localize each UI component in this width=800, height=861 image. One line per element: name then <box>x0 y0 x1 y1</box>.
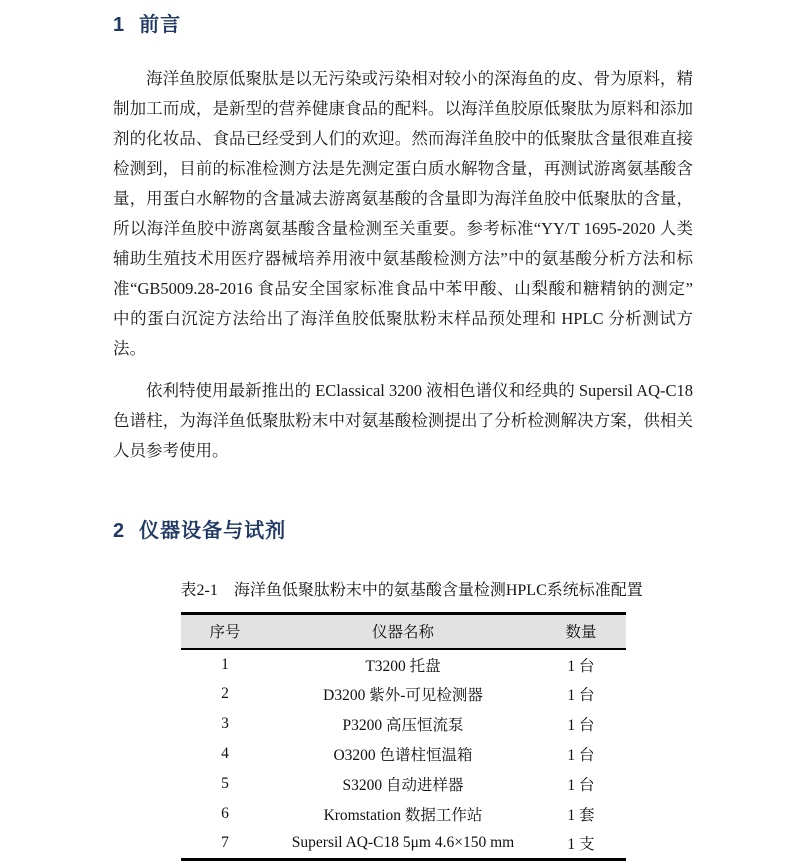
section-title: 前言 <box>139 14 182 36</box>
table-row <box>181 679 626 709</box>
cell-index: 4 <box>221 745 229 762</box>
cell-quantity: 1 台 <box>567 687 595 704</box>
table-block <box>180 580 643 861</box>
column-header-index: 序号 <box>181 614 270 650</box>
cell-quantity: 1 套 <box>567 807 595 824</box>
cell-quantity: 1 台 <box>567 747 595 764</box>
intro-paragraph-2: 依利特使用最新推出的 EClassical 3200 液相色谱仪和经典的 Supersil AQ-C18 色谱柱，为海洋鱼低聚肽粉末中对氨基酸检测提出了分析检测解决方案，供相关人员参考使用。 <box>113 381 693 460</box>
cell-instrument: S3200 自动进样器 <box>342 777 464 794</box>
section-number: 1 <box>113 14 126 36</box>
cell-quantity: 1 台 <box>567 777 595 794</box>
cell-instrument: Supersil AQ-C18 5μm 4.6×150 mm <box>291 834 515 852</box>
cell-quantity: 1 台 <box>567 717 595 734</box>
table-header-row <box>181 614 626 650</box>
table-row <box>181 829 626 859</box>
table-caption-label: 表2-1 <box>180 582 218 599</box>
cell-index: 1 <box>221 655 229 673</box>
cell-instrument: P3200 高压恒流泵 <box>342 717 464 734</box>
cell-index: 3 <box>221 715 229 732</box>
intro-paragraph-1: 海洋鱼胶原低聚肽是以无污染或污染相对较小的深海鱼的皮、骨为原料，精制加工而成，是新型的营养健康食品的配料。以海洋鱼胶原低聚肽为原料和添加剂的化妆品、食品已经受到人们的欢迎。然而海洋鱼胶中的低聚肽含量很难直接检测到，目前的标准检测方法是先测定蛋白质水解物含量，再测试游离氨基酸含量，用蛋白水解物的含量减去游离氨基酸的含量即为海洋鱼胶中低聚肽的含量，所以海洋鱼胶中游离氨基酸含量检测至关重要。参考标准“YY/T 1695-2020 人类辅助生殖技术用医疗器械培养用液中氨基酸检测方法”中的氨基酸分析方法和标准“GB5009.28-2016 食品安全国家标准食品中苯甲酸、山梨酸和糖精钠的测定” 中的蛋白沉淀方法给出了海洋鱼胶低聚肽粉末样品预处理和 HPLC 分析测试方法。 <box>113 69 693 358</box>
cell-instrument: O3200 色谱柱恒温箱 <box>333 747 473 764</box>
table-header <box>181 614 626 650</box>
cell-instrument: T3200 托盘 <box>365 657 441 675</box>
table-row <box>181 799 626 829</box>
instrument-table <box>181 612 626 861</box>
column-header-instrument: 仪器名称 <box>270 614 537 650</box>
cell-index: 2 <box>221 685 229 702</box>
section-heading-intro <box>113 12 693 38</box>
cell-instrument: D3200 紫外-可见检测器 <box>323 687 483 704</box>
table-row <box>181 649 626 679</box>
cell-index: 5 <box>221 775 229 792</box>
cell-quantity: 1 支 <box>567 836 595 854</box>
document-content <box>113 0 693 861</box>
column-header-quantity: 数量 <box>537 614 626 650</box>
table-body <box>181 649 626 859</box>
section-title: 仪器设备与试剂 <box>139 520 287 542</box>
table-row <box>181 769 626 799</box>
cell-instrument: Kromstation 数据工作站 <box>323 807 483 824</box>
table-caption-text: 海洋鱼低聚肽粉末中的氨基酸含量检测HPLC系统标准配置 <box>233 582 643 599</box>
cell-index: 7 <box>221 834 229 852</box>
cell-quantity: 1 台 <box>567 657 595 675</box>
table-caption <box>180 580 643 602</box>
cell-index: 6 <box>221 805 229 822</box>
section-heading-equipment <box>113 518 693 544</box>
table-row <box>181 739 626 769</box>
section-number: 2 <box>113 520 126 542</box>
table-row <box>181 709 626 739</box>
